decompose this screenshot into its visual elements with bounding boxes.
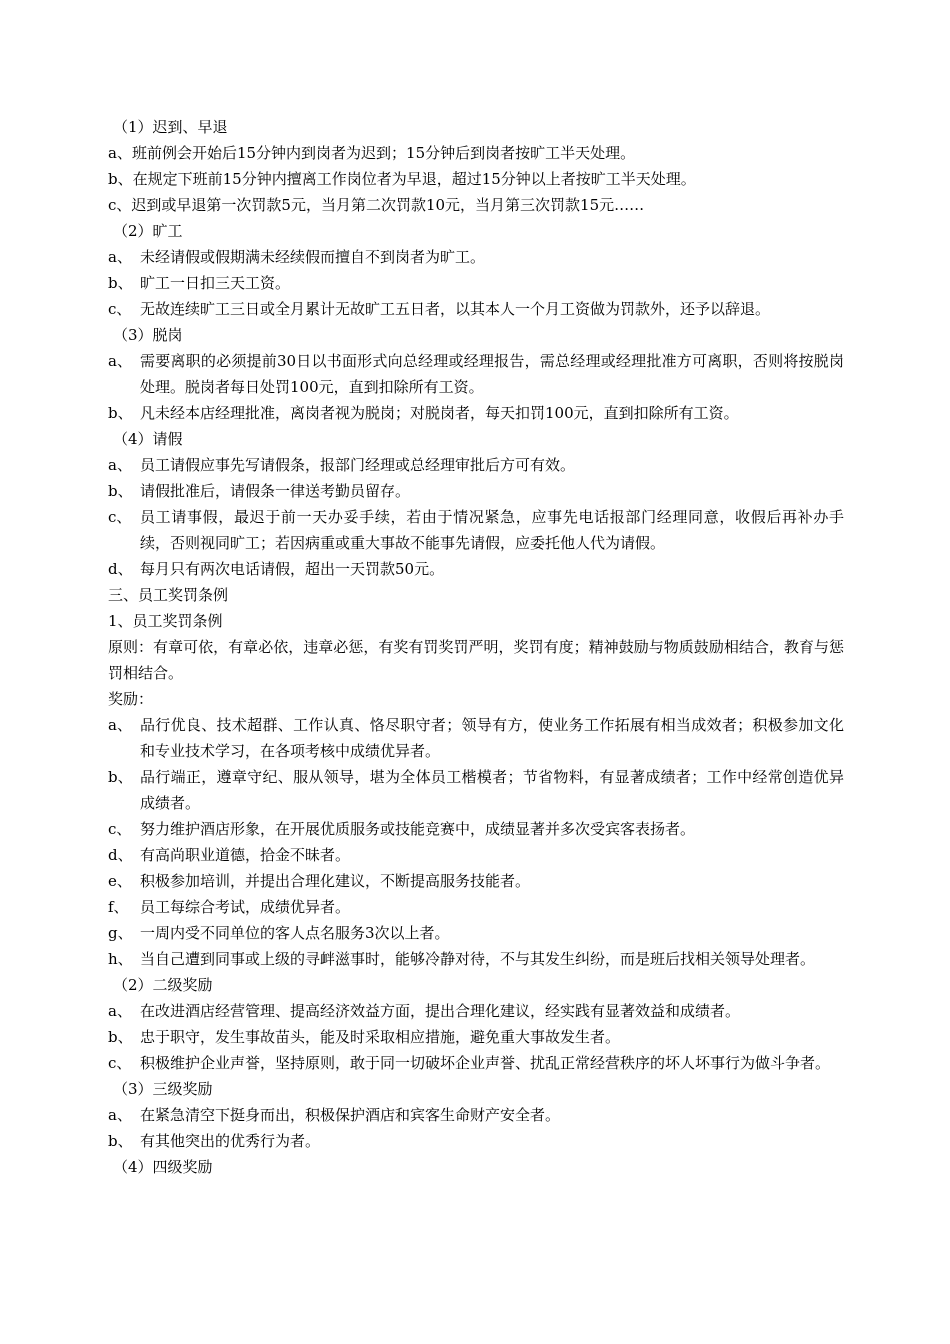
section-heading: （4）四级奖励 [113, 1158, 213, 1176]
section-heading: （3）三级奖励 [113, 1080, 213, 1098]
list-item-text: 积极参加培训，并提出合理化建议，不断提高服务技能者。 [140, 872, 531, 890]
list-item [108, 816, 844, 842]
list-item-marker: b、 [108, 274, 133, 292]
section-heading: （3）脱岗 [113, 326, 183, 344]
list-item-marker: d、 [108, 846, 133, 864]
list-item-marker: b、 [108, 1132, 133, 1150]
list-item-text: 凡未经本店经理批准，离岗者视为脱岗；对脱岗者，每天扣罚100元，直到扣除所有工资。 [140, 404, 739, 422]
list-item-text: 在紧急清空下挺身而出，积极保护酒店和宾客生命财产安全者。 [140, 1106, 561, 1124]
section-heading: （1）迟到、早退 [113, 118, 228, 136]
list-item-text: 无故连续旷工三日或全月累计无故旷工五日者，以其本人一个月工资做为罚款外，还予以辞退。 [140, 300, 771, 318]
text-line: 三、员工奖罚条例 [108, 586, 229, 604]
document-body [108, 114, 844, 1180]
section-heading: （2）旷工 [113, 222, 183, 240]
list-item [108, 400, 844, 426]
list-item [108, 946, 844, 972]
list-item [108, 270, 844, 296]
list-item-marker: h、 [108, 950, 133, 968]
list-item-marker: a、 [108, 716, 132, 734]
list-item [108, 556, 844, 582]
list-item [108, 1024, 844, 1050]
list-item-text: 有高尚职业道德，拾金不昧者。 [140, 846, 351, 864]
list-item-marker: c、 [108, 820, 132, 838]
text-line: b、在规定下班前15分钟内擅离工作岗位者为早退，超过15分钟以上者按旷工半天处理。 [108, 170, 696, 188]
list-item-text: 员工请假应事先写请假条，报部门经理或总经理审批后方可有效。 [140, 456, 576, 474]
list-item-marker: b、 [108, 1028, 133, 1046]
list-item [108, 920, 844, 946]
list-item [108, 842, 844, 868]
list-item-text: 员工请事假，最迟于前一天办妥手续，若由于情况紧急，应事先电话报部门经理同意，收假后再补办手续，否则视同旷工；若因病重或重大事故不能事先请假，应委托他人代为请假。 [140, 508, 844, 552]
section-heading: （4）请假 [113, 430, 183, 448]
text-line: a、班前例会开始后15分钟内到岗者为迟到；15分钟后到岗者按旷工半天处理。 [108, 144, 636, 162]
list-item [108, 1050, 844, 1076]
list-item-text: 忠于职守，发生事故苗头，能及时采取相应措施，避免重大事故发生者。 [140, 1028, 621, 1046]
list-item-marker: e、 [108, 872, 132, 890]
list-item-text: 员工每综合考试，成绩优异者。 [140, 898, 351, 916]
section-heading: （2）二级奖励 [113, 976, 213, 994]
list-item [108, 1128, 844, 1154]
list-item-text: 品行端正，遵章守纪、服从领导，堪为全体员工楷模者；节省物料，有显著成绩者；工作中经常创造优异成绩者。 [140, 768, 844, 812]
list-item [108, 894, 844, 920]
list-item-text: 旷工一日扣三天工资。 [140, 274, 291, 292]
list-item [108, 712, 844, 764]
list-item-text: 有其他突出的优秀行为者。 [140, 1132, 321, 1150]
list-item-text: 努力维护酒店形象，在开展优质服务或技能竞赛中，成绩显著并多次受宾客表扬者。 [140, 820, 696, 838]
list-item-text: 一周内受不同单位的客人点名服务3次以上者。 [140, 924, 450, 942]
list-item-text: 每月只有两次电话请假，超出一天罚款50元。 [140, 560, 445, 578]
list-item-text: 请假批准后，请假条一律送考勤员留存。 [140, 482, 411, 500]
list-item-marker: a、 [108, 248, 132, 266]
list-item-text: 积极维护企业声誉，坚持原则，敢于同一切破坏企业声誉、扰乱正常经营秩序的坏人坏事行为做斗争者。 [140, 1054, 831, 1072]
list-item-text: 未经请假或假期满未经续假而擅自不到岗者为旷工。 [140, 248, 486, 266]
list-item-marker: b、 [108, 482, 133, 500]
list-item-text: 当自己遭到同事或上级的寻衅滋事时，能够冷静对待，不与其发生纠纷，而是班后找相关领导处理者。 [140, 950, 816, 968]
list-item-text: 品行优良、技术超群、工作认真、恪尽职守者；领导有方，使业务工作拓展有相当成效者；积极参加文化和专业技术学习，在各项考核中成绩优异者。 [140, 716, 844, 760]
principle-paragraph: 原则：有章可依，有章必依，违章必惩，有奖有罚奖罚严明，奖罚有度；精神鼓励与物质鼓励相结合，教育与惩罚相结合。 [108, 638, 844, 682]
list-item [108, 244, 844, 270]
list-item [108, 452, 844, 478]
list-item-marker: c、 [108, 1054, 132, 1072]
list-item [108, 764, 844, 816]
text-line: c、迟到或早退第一次罚款5元，当月第二次罚款10元，当月第三次罚款15元…… [108, 196, 645, 214]
text-line: 1、员工奖罚条例 [108, 612, 223, 630]
list-item-marker: b、 [108, 768, 133, 786]
list-item-marker: f、 [108, 898, 129, 916]
list-item [108, 348, 844, 400]
list-item [108, 868, 844, 894]
list-item-marker: d、 [108, 560, 133, 578]
list-item [108, 478, 844, 504]
list-item-marker: a、 [108, 456, 132, 474]
list-item-marker: a、 [108, 1106, 132, 1124]
list-item-marker: a、 [108, 1002, 132, 1020]
list-item-text: 在改进酒店经营管理、提高经济效益方面，提出合理化建议，经实践有显著效益和成绩者。 [140, 1002, 741, 1020]
list-item-marker: a、 [108, 352, 132, 370]
list-item-text: 需要离职的必须提前30日以书面形式向总经理或经理报告，需总经理或经理批准方可离职，否则将按脱岗处理。脱岗者每日处罚100元，直到扣除所有工资。 [140, 352, 844, 396]
list-item-marker: b、 [108, 404, 133, 422]
list-item [108, 296, 844, 322]
list-item [108, 998, 844, 1024]
text-line: 奖励： [108, 690, 154, 708]
list-item-marker: g、 [108, 924, 133, 942]
list-item [108, 504, 844, 556]
list-item-marker: c、 [108, 300, 132, 318]
list-item [108, 1102, 844, 1128]
list-item-marker: c、 [108, 508, 132, 526]
